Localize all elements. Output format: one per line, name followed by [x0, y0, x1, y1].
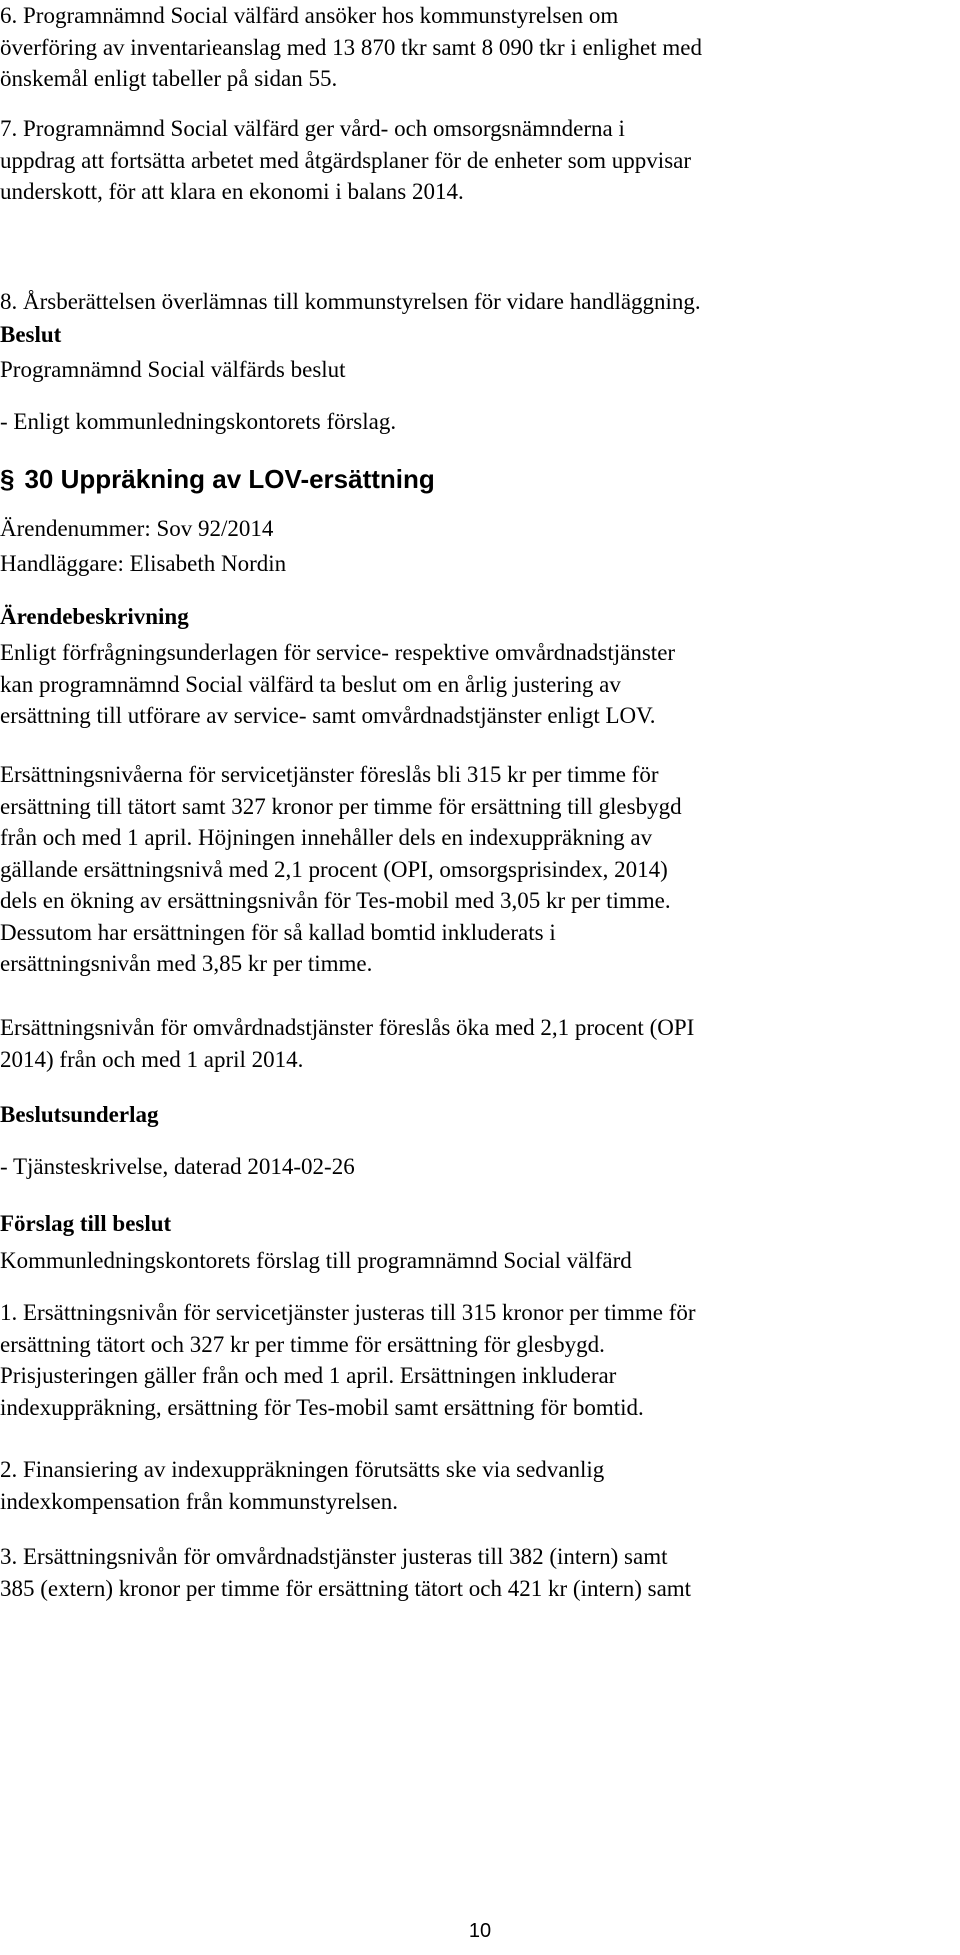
arendebeskrivning-paragraph-1 — [0, 637, 675, 732]
text-line: 7. Programnämnd Social välfärd ger vård- och omsorgsnämnderna i — [0, 116, 625, 141]
text-line: Prisjusteringen gäller från och med 1 april. Ersättningen inkluderar — [0, 1363, 617, 1388]
case-handler: Handläggare: Elisabeth Nordin — [0, 551, 287, 576]
text-line: 6. Programnämnd Social välfärd ansöker hos kommunstyrelsen om — [0, 3, 619, 28]
text-line: underskott, för att klara en ekonomi i balans 2014. — [0, 179, 464, 204]
arendebeskrivning-heading: Ärendebeskrivning — [0, 604, 189, 629]
forslag-intro: Kommunledningskontorets förslag till programnämnd Social välfärd — [0, 1248, 632, 1273]
text-line: kan programnämnd Social välfärd ta beslut om en årlig justering av — [0, 671, 621, 697]
section-title: 30 Uppräkning av LOV-ersättning — [24, 464, 435, 494]
text-line: ersättningsnivån med 3,85 kr per timme. — [0, 951, 373, 976]
text-line: gällande ersättningsnivå med 2,1 procent (OPI, omsorgsprisindex, 2014) — [0, 856, 668, 882]
forslag-heading: Förslag till beslut — [0, 1211, 172, 1236]
forslag-item-1 — [0, 1297, 696, 1423]
text-line: Ersättningsnivån för omvårdnadstjänster föreslås öka med 2,1 procent (OPI — [0, 1015, 695, 1040]
text-line: ersättning till utförare av service- samt omvårdnadstjänster enligt LOV. — [0, 703, 656, 728]
text-line: 8. Årsberättelsen överlämnas till kommunstyrelsen för vidare handläggning. — [0, 289, 701, 314]
text-line: indexuppräkning, ersättning för Tes-mobil samt ersättning för bomtid. — [0, 1394, 644, 1420]
beslut-text: Programnämnd Social välfärds beslut — [0, 357, 346, 382]
paragraph-item-8 — [0, 286, 701, 318]
forslag-item-3 — [0, 1541, 691, 1604]
text-line: Enligt förfrågningsunderlagen för service- respektive omvårdnadstjänster — [0, 640, 676, 665]
text-line: överföring av inventarieanslag med 13 870 tkr samt 8 090 tkr i enlighet med — [0, 34, 702, 60]
beslutsunderlag-item: - Tjänsteskrivelse, daterad 2014-02-26 — [0, 1154, 355, 1179]
text-line: uppdrag att fortsätta arbetet med åtgärdsplaner för de enheter som uppvisar — [0, 147, 692, 173]
paragraph-item-6 — [0, 0, 702, 95]
text-line: ersättning till tätort samt 327 kronor per timme för ersättning till glesbygd — [0, 793, 682, 819]
section-sign: § — [0, 464, 15, 494]
text-line: från och med 1 april. Höjningen innehåller dels en indexuppräkning av — [0, 825, 653, 850]
case-number: Ärendenummer: Sov 92/2014 — [0, 516, 274, 541]
forslag-item-2 — [0, 1454, 604, 1517]
text-line: önskemål enligt tabeller på sidan 55. — [0, 66, 338, 91]
arendebeskrivning-paragraph-3 — [0, 1012, 694, 1075]
beslut-heading: Beslut — [0, 322, 62, 347]
beslut-decision: - Enligt kommunledningskontorets förslag. — [0, 409, 397, 434]
section-heading — [0, 462, 435, 496]
text-line: indexkompensation från kommunstyrelsen. — [0, 1488, 398, 1514]
text-line: 2014) från och med 1 april 2014. — [0, 1046, 304, 1072]
text-line: 2. Finansiering av indexuppräkningen förutsätts ske via sedvanlig — [0, 1457, 605, 1482]
text-line: dels en ökning av ersättningsnivån för Tes-mobil med 3,05 kr per timme. — [0, 888, 671, 913]
text-line: Dessutom har ersättningen för så kallad bomtid inkluderats i — [0, 919, 556, 945]
page-number: 10 — [468, 1920, 492, 1942]
text-line: 3. Ersättningsnivån för omvårdnadstjänster justeras till 382 (intern) samt — [0, 1544, 668, 1569]
beslutsunderlag-heading: Beslutsunderlag — [0, 1102, 159, 1127]
arendebeskrivning-paragraph-2 — [0, 759, 682, 980]
text-line: Ersättningsnivåerna för servicetjänster föreslås bli 315 kr per timme för — [0, 762, 659, 787]
paragraph-item-7 — [0, 113, 691, 208]
text-line: 1. Ersättningsnivån för servicetjänster justeras till 315 kronor per timme för — [0, 1300, 696, 1325]
text-line: 385 (extern) kronor per timme för ersättning tätort och 421 kr (intern) samt — [0, 1575, 692, 1601]
text-line: ersättning tätort och 327 kr per timme för ersättning för glesbygd. — [0, 1331, 605, 1357]
